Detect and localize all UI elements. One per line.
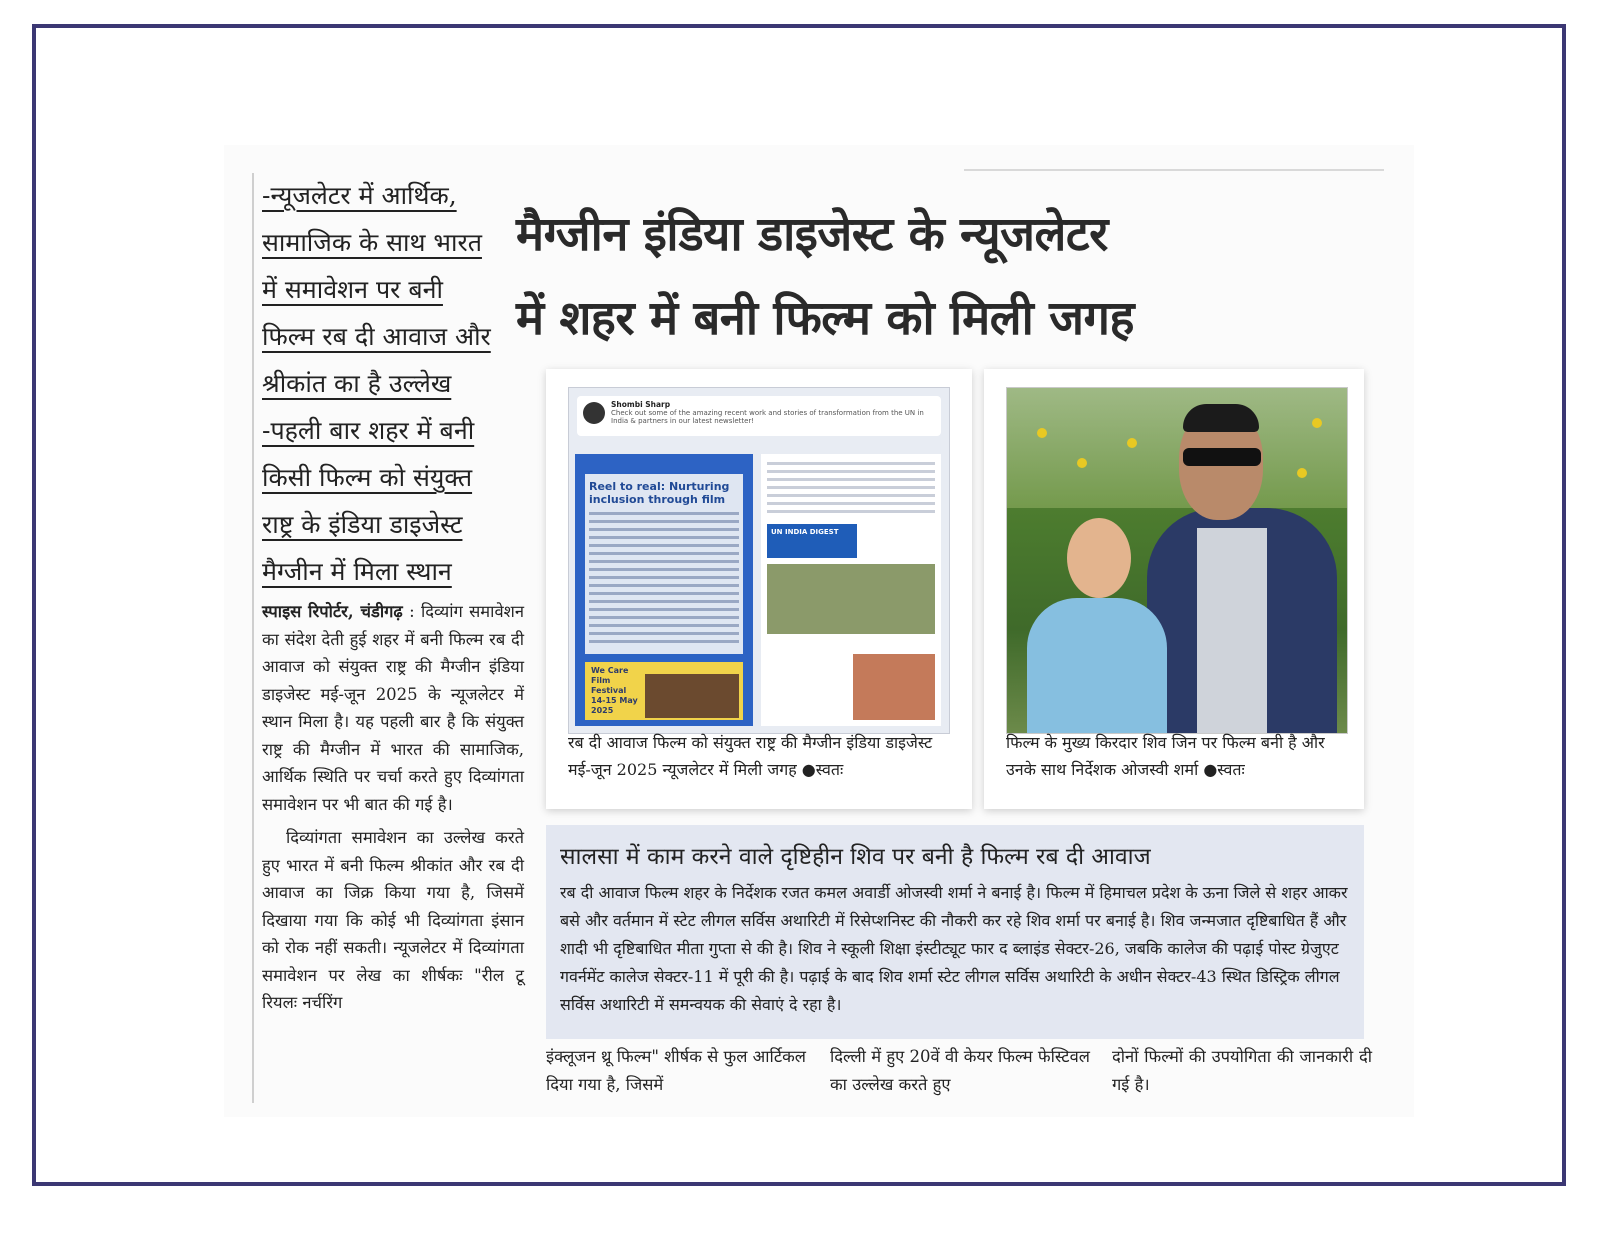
festival-label: We Care Film Festival 14-15 May 2025 [591, 666, 638, 715]
article-body [262, 598, 524, 1017]
photo-newsletter-box [546, 369, 972, 809]
continuation-col-2: दिल्ली में हुए 20वें वी केयर फिल्म फेस्टिवल का उल्लेख करते हुए [830, 1047, 1090, 1094]
continuation-col-3: दोनों फिल्मों की उपयोगिता की जानकारी दी गई है। [1112, 1047, 1372, 1094]
continuation-col-1: इंक्लूजन थ्रू फिल्म" शीर्षक से फुल आर्टिकल दिया गया है, जिसमें [546, 1047, 806, 1094]
panel-title: Reel to real: Nurturing inclusion through film [589, 480, 730, 506]
newspaper-clipping [224, 145, 1414, 1117]
continuation-columns [546, 1043, 1370, 1107]
left-column [262, 175, 524, 1017]
infobox-heading: सालसा में काम करने वाले दृष्टिहीन शिव पर बनी है फिल्म रब दी आवाज [560, 844, 1151, 870]
deck-line: राष्ट्र के इंडिया डाइजेस्ट [262, 510, 463, 539]
deck-line: सामाजिक के साथ भारत [262, 228, 482, 257]
article-para-1 [262, 598, 524, 818]
stage-photo [645, 674, 739, 718]
sidebar-infobox [546, 825, 1364, 1039]
panel-text-lines [589, 512, 739, 648]
digest-photo-2 [853, 654, 935, 720]
column-rule [252, 173, 254, 1103]
deck-highlights [262, 175, 524, 592]
deck-line: -पहली बार शहर में बनी [262, 416, 475, 445]
deck-line: -न्यूजलेटर में आर्थिक, [262, 181, 457, 210]
top-rule [964, 169, 1384, 171]
dateline: स्पाइस रिपोर्टर, चंडीगढ़ [262, 602, 403, 621]
digest-photo [767, 564, 935, 634]
digest-label: UN INDIA DIGEST [767, 524, 857, 558]
avatar [583, 402, 605, 424]
headline-line-2: में शहर में बनी फिल्म को मिली जगह [516, 291, 1134, 346]
tweet-author: Shombi Sharp [611, 400, 671, 409]
headline [516, 193, 1376, 361]
deck-line: फिल्म रब दी आवाज और [262, 322, 491, 351]
para1-text: : दिव्यांग समावेशन का संदेश देती हुई शहर में बनी फिल्म रब दी आवाज को संयुक्त राष्ट्र की मैग्जीन इंडिया डाइजेस्ट मई-जून 2025 के न्यूजलेटर में स्थान मिला है। यह पहली बार है कि संयुक्त राष्ट्र की मैग्जीन में भारत की सामाजिक, आर्थिक स्थिति पर चर्चा करते हुए दिव्यांगता समावेशन पर भी बात की गई है। [262, 602, 524, 814]
infobox-text: रब दी आवाज फिल्म शहर के निर्देशक रजत कमल अवार्डी ओजस्वी शर्मा ने बनाई है। फिल्म में हिमाचल प्रदेश के ऊना जिले से शहर आकर बसे और वर्तमान में स्टेट लीगल सर्विस अथारिटी में रिसेप्शनिस्ट की नौकरी कर रहे शिव शर्मा पर बनाई है। शिव जन्मजात दृष्टिबाधित हैं और शादी भी दृष्टिबाधित मीता गुप्ता से की है। शिव ने स्कूली शिक्षा इंस्टीट्यूट फार द ब्लाइंड सेक्टर-26, जबकि कालेज की पढ़ाई पोस्ट ग्रेजुएट गवर्नमेंट कालेज सेक्टर-11 में पूरी की है। पढ़ाई के बाद शिव शर्मा स्टेट लीगल सर्विस अथारिटी के अधीन सेक्टर-43 स्थित डिस्ट्रिक लीगल सर्विस अथारिटी में समन्वयक की सेवाएं दे रहा है। [560, 883, 1348, 1014]
newsletter-image [568, 387, 950, 734]
people-photo [1006, 387, 1348, 734]
newsletter-blue-panel [575, 454, 753, 726]
page-frame [32, 24, 1566, 1186]
headline-line-1: मैग्जीन इंडिया डाइजेस्ट के न्यूजलेटर [516, 207, 1108, 262]
article-para-2: दिव्यांगता समावेशन का उल्लेख करते हुए भारत में बनी फिल्म श्रीकांत और रब दी आवाज का जिक्र किया गया है, जिसमें दिखाया गया कि कोई भी दिव्यांगता इंसान को रोक नहीं सकती। न्यूजलेटर में दिव्यांगता समावेशन पर लेख का शीर्षकः "रील टू रियलः नर्चरिंग [262, 828, 524, 1012]
deck-line: श्रीकांत का है उल्लेख [262, 369, 452, 398]
deck-line: किसी फिल्म को संयुक्त [262, 463, 473, 492]
tweet-card [577, 396, 941, 436]
photo-caption-2: फिल्म के मुख्य किरदार शिव जिन पर फिल्म बनी है और उनके साथ निर्देशक ओजस्वी शर्मा ●स्वतः [1006, 733, 1325, 779]
festival-photo [585, 662, 743, 720]
right-text-lines [767, 462, 935, 518]
deck-line: में समावेशन पर बनी [262, 275, 443, 304]
deck-line: मैग्जीन में मिला स्थान [262, 557, 452, 586]
tweet-text: Check out some of the amazing recent work and stories of transformation from the UN in India & partners in our latest newsletter! [611, 409, 924, 425]
photo-caption-1: रब दी आवाज फिल्म को संयुक्त राष्ट्र की मैग्जीन इंडिया डाइजेस्ट मई-जून 2025 न्यूजलेटर में मिली जगह ●स्वतः [568, 733, 933, 779]
photo-people-box [984, 369, 1364, 809]
newsletter-right-panel [761, 454, 941, 726]
